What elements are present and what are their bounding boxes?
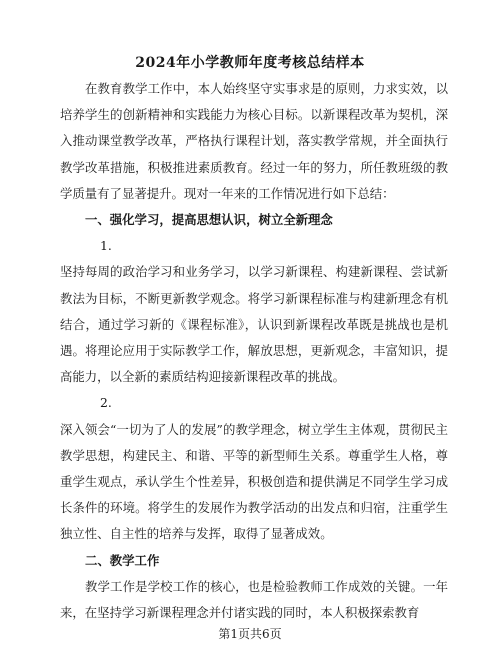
section-heading-2: 二、教学工作 <box>85 552 160 568</box>
document-title: 2024年小学教师年度考核总结样本 <box>135 55 365 71</box>
document-body <box>60 76 448 626</box>
body-paragraph-2: 深入领会“一切为了人的发展”的教学理念，树立学生主体观，贯彻民主教学思想，构建民主、和谐、平等的新型师生关系。尊重学生人格，尊重学生观点，承认学生个性差异，积极创造和提供满足不同学生学习成长条件的环境。将学生的发展作为教学活动的出发点和归宿，注重学生独立性、自主性的培养与发挥，取得了显著成效。 <box>60 421 448 542</box>
body-paragraph-3: 教学工作是学校工作的核心，也是检验教师工作成效的关键。一年来，在坚持学习新课程理念并付诸实践的同时，本人积极探索教育 <box>60 578 448 621</box>
section-heading-1: 一、强化学习，提高思想认识，树立全新理念 <box>85 212 333 228</box>
item-number-1: 1. <box>100 238 112 254</box>
page-footer: 第1页共6页 <box>218 627 282 641</box>
body-paragraph-1: 坚持每周的政治学习和业务学习，以学习新课程、构建新课程、尝试新教法为目标，不断更新教学观念。将学习新课程标准与构建新理念有机结合，通过学习新的《课程标准》，认识到新课程改革既是挑战也是机遇。将理论应用于实际教学工作，解放思想，更新观念，丰富知识，提高能力，以全新的素质结构迎接新课程改革的挑战。 <box>60 264 448 385</box>
intro-paragraph: 在教育教学工作中，本人始终坚守实事求是的原则，力求实效，以培养学生的创新精神和实践能力为核心目标。以新课程改革为契机，深入推动课堂教学改革，严格执行课程计划，落实教学常规，并全面执行教学改革措施，积极推进素质教育。经过一年的努力，所任教班级的教学质量有了显著提升。现对一年来的工作情况进行如下总结： <box>60 81 448 201</box>
item-number-2: 2. <box>100 395 112 411</box>
